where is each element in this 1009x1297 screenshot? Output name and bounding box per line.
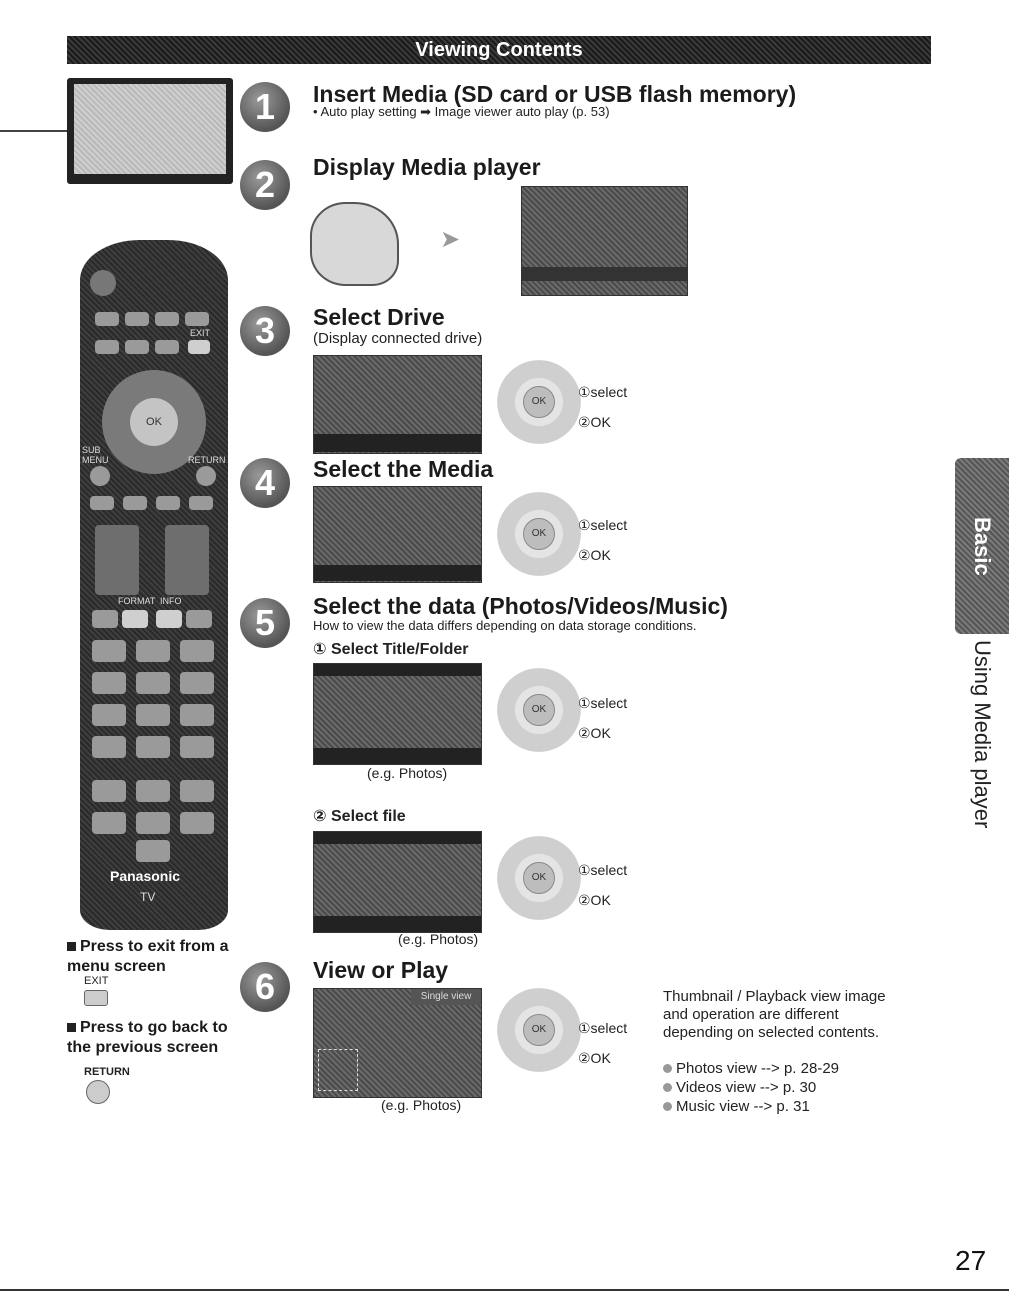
bullet-dot-icon: [663, 1064, 672, 1073]
exit-key-icon: [84, 990, 108, 1006]
remote-key: [95, 340, 119, 354]
remote-brand-logo: Panasonic: [110, 868, 181, 884]
remote-key: [125, 340, 149, 354]
hand-pressing-viera-tools-icon: [310, 202, 399, 286]
music-view-text: Music view --> p. 31: [676, 1098, 810, 1115]
playback-key: [92, 812, 126, 834]
select-instruction: ①select: [578, 1020, 628, 1036]
ok-button-icon: OK: [523, 518, 555, 550]
number-key: [180, 672, 214, 694]
eg-photos-caption: (e.g. Photos): [381, 1097, 462, 1113]
using-media-player-label: Using Media player: [970, 640, 995, 829]
step-number-2: 2: [240, 160, 290, 210]
ok-button: OK: [130, 398, 178, 446]
remote-info-label: INFO: [160, 596, 182, 606]
screenshot-header: [314, 832, 481, 844]
title-folder-screenshot: [313, 663, 482, 765]
return-note-text: Press to go back to the previous screen: [67, 1019, 228, 1056]
blue-key: [156, 496, 180, 510]
exit-note: [67, 937, 247, 977]
ok-wheel-icon: [497, 836, 581, 920]
drive-select-screenshot: [313, 355, 482, 454]
step-1-title: Insert Media (SD card or USB flash memory): [313, 81, 797, 107]
ok-instruction: ②OK: [578, 414, 611, 430]
playback-key: [136, 780, 170, 802]
page-number: 27: [955, 1245, 987, 1276]
step-3-title: Select Drive: [313, 304, 445, 330]
number-key: [92, 640, 126, 662]
exit-note-text: Press to exit from a menu screen: [67, 938, 229, 975]
number-key: [92, 736, 126, 758]
step-number-3: 3: [240, 306, 290, 356]
remote-key: [155, 312, 179, 326]
remote-key: [155, 340, 179, 354]
number-key: [136, 640, 170, 662]
bullet-dot-icon: [663, 1102, 672, 1111]
power-button: [90, 270, 116, 296]
remote-key: [95, 312, 119, 326]
tv-pointer-line: [0, 130, 70, 132]
number-key: [92, 672, 126, 694]
return-key-icon: [86, 1080, 110, 1104]
remote-key: [125, 312, 149, 326]
bullet-dot-icon: [663, 1083, 672, 1092]
screenshot-footer: [314, 565, 481, 581]
select-title-folder-heading: ① Select Title/Folder: [313, 641, 469, 658]
music-view-link: [663, 1098, 810, 1115]
ok-button-icon: OK: [523, 862, 555, 894]
yellow-key: [189, 496, 213, 510]
select-instruction: ①select: [578, 695, 628, 711]
photos-view-link: [663, 1060, 839, 1077]
sub-menu-key: [90, 466, 110, 486]
channel-rocker: [165, 525, 209, 595]
info-overlay: [318, 1049, 358, 1091]
remote-exit-label: EXIT: [190, 328, 211, 338]
single-view-screenshot: [313, 988, 482, 1098]
media-select-screenshot: [313, 486, 482, 583]
bullet-square-icon: [67, 1023, 76, 1032]
number-key: [180, 640, 214, 662]
select-instruction: ①select: [578, 384, 628, 400]
number-key: [136, 736, 170, 758]
screenshot-header: [314, 664, 481, 676]
step-number-6: 6: [240, 962, 290, 1012]
remote-control-illustration: [80, 240, 228, 930]
volume-rocker: [95, 525, 139, 595]
ok-button-icon: OK: [523, 1014, 555, 1046]
ok-wheel-icon: [497, 668, 581, 752]
ok-instruction: ②OK: [578, 892, 611, 908]
bullet-square-icon: [67, 942, 76, 951]
select-instruction: ①select: [578, 862, 628, 878]
step-number-1: 1: [240, 82, 290, 132]
playback-key: [180, 812, 214, 834]
format-key: [122, 610, 148, 628]
playback-key: [136, 812, 170, 834]
thumbnail-strip: [522, 267, 687, 281]
ok-wheel-icon: [497, 360, 581, 444]
number-key: [136, 672, 170, 694]
number-key: [92, 704, 126, 726]
ok-button-icon: OK: [523, 386, 555, 418]
tv-screen: [74, 84, 226, 174]
ok-instruction: ②OK: [578, 1050, 611, 1066]
eg-photos-caption: (e.g. Photos): [398, 931, 479, 947]
ok-button-icon: OK: [523, 694, 555, 726]
step-1-note: • Auto play setting ➡ Image viewer auto play (p. 53): [313, 104, 610, 119]
eg-photos-caption: (e.g. Photos): [367, 765, 448, 781]
step-3-subtitle: (Display connected drive): [313, 330, 483, 347]
number-key: [136, 704, 170, 726]
ok-instruction: ②OK: [578, 547, 611, 563]
return-key-label: RETURN: [84, 1066, 130, 1078]
section-header: Viewing Contents: [67, 36, 931, 64]
red-key: [90, 496, 114, 510]
ok-wheel-icon: [497, 988, 581, 1072]
ok-instruction: ②OK: [578, 725, 611, 741]
step-4-title: Select the Media: [313, 456, 494, 482]
playback-key: [180, 780, 214, 802]
remote-format-label: FORMAT: [118, 596, 156, 606]
view-description: Thumbnail / Playback view image and operation are different depending on selected contents.: [663, 988, 886, 1041]
screenshot-footer: [314, 748, 481, 764]
step-5-subtitle: How to view the data differs depending on data storage conditions.: [313, 618, 697, 633]
number-key: [180, 736, 214, 758]
return-key: [196, 466, 216, 486]
photos-view-text: Photos view --> p. 28-29: [676, 1060, 840, 1077]
single-view-label: Single view: [411, 989, 481, 1005]
remote-tv-label: TV: [140, 890, 156, 904]
exit-key-label: EXIT: [84, 975, 109, 987]
remote-key: [92, 610, 118, 628]
remote-key: [186, 610, 212, 628]
remote-submenu-label: SUB MENU: [82, 445, 109, 465]
arrow-right-icon: ➤: [440, 226, 461, 253]
remote-return-label: RETURN: [188, 455, 226, 465]
remote-key: [185, 312, 209, 326]
file-select-screenshot: [313, 831, 482, 933]
info-key: [156, 610, 182, 628]
step-number-5: 5: [240, 598, 290, 648]
step-5-title: Select the data (Photos/Videos/Music): [313, 593, 728, 619]
basic-section-label: Basic: [970, 516, 995, 576]
step-6-title: View or Play: [313, 957, 449, 983]
green-key: [123, 496, 147, 510]
videos-view-link: [663, 1079, 816, 1096]
exit-key: [188, 340, 210, 354]
screenshot-footer: [314, 434, 481, 452]
media-player-screenshot: [521, 186, 688, 296]
return-note: [67, 1018, 247, 1058]
screenshot-footer: [314, 916, 481, 932]
videos-view-text: Videos view --> p. 30: [676, 1079, 817, 1096]
select-instruction: ①select: [578, 517, 628, 533]
footer-rule: [0, 1289, 1009, 1291]
step-number-4: 4: [240, 458, 290, 508]
playback-key: [92, 780, 126, 802]
ok-wheel-icon: [497, 492, 581, 576]
number-key: [180, 704, 214, 726]
step-2-title: Display Media player: [313, 154, 541, 180]
playback-key: [136, 840, 170, 862]
select-file-heading: ② Select file: [313, 808, 406, 825]
